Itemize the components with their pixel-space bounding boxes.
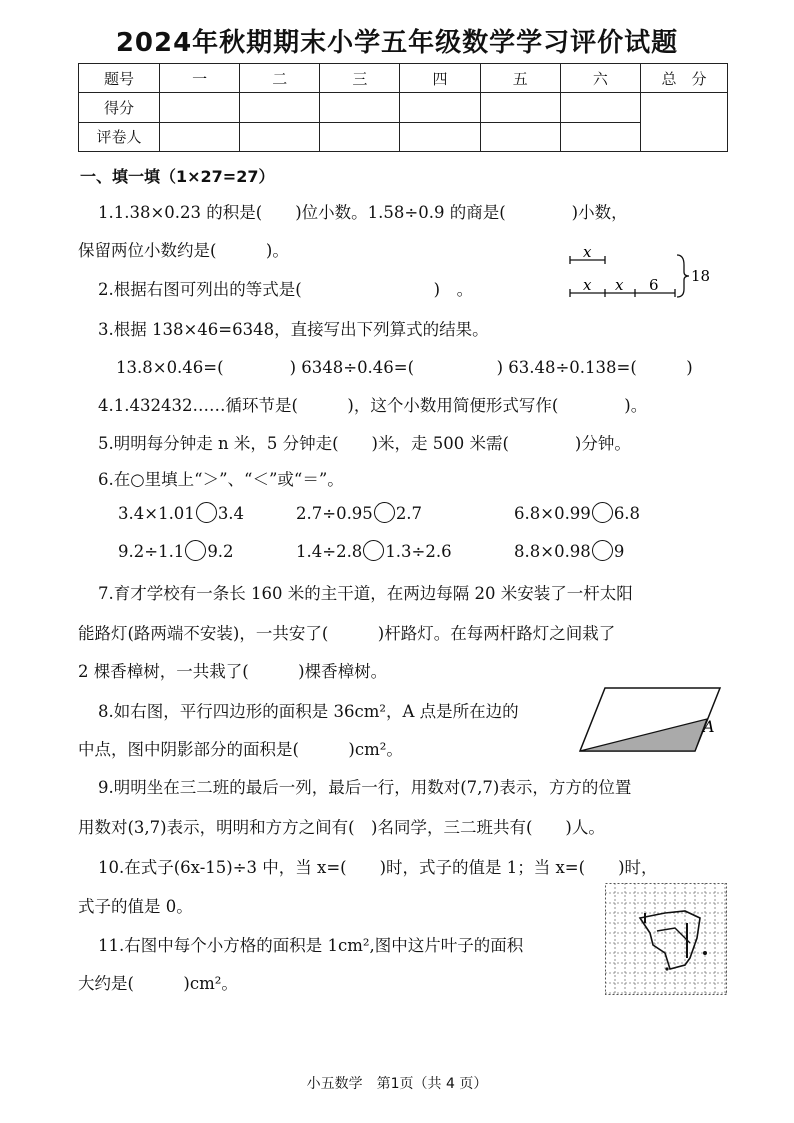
compare-circle[interactable] (592, 502, 613, 523)
question-3-line-1: 3.根据 138×46=6348，直接写出下列算式的结果。 (98, 320, 489, 339)
compare-item (296, 502, 422, 523)
score-cell[interactable] (480, 93, 560, 122)
question-5: 5.明明每分钟走 n 米，5 分钟走( )米，走 500 米需( )分钟。 (98, 434, 631, 453)
question-1-line-2: 保留两位小数约是( )。 (78, 241, 289, 260)
score-cell[interactable] (400, 93, 480, 122)
q2-seg-label: x (583, 276, 592, 294)
row-label: 得分 (79, 93, 160, 122)
score-cell[interactable] (560, 93, 640, 122)
score-table-header-row (79, 64, 728, 93)
q2-top-label: x (583, 243, 592, 261)
question-6-intro: 6.在○里填上“＞”、“＜”或“＝”。 (98, 470, 344, 489)
compare-left: 6.8×0.99 (514, 504, 591, 523)
compare-right: 9 (613, 542, 625, 561)
question-10-line-1: 10.在式子(6x-15)÷3 中，当 x=( )时，式子的值是 1；当 x=( )时， (98, 858, 658, 877)
compare-item (296, 540, 452, 561)
question-11-line-2: 大约是( )cm²。 (78, 974, 238, 993)
q2-segment-diagram (565, 245, 715, 303)
question-7-line-2: 能路灯(路两端不安装)，一共安了( )杆路灯。在每两杆路灯之间栽了 (78, 624, 616, 643)
compare-circle[interactable] (196, 502, 217, 523)
compare-circle[interactable] (363, 540, 384, 561)
row-label: 评卷人 (79, 122, 160, 151)
compare-left: 9.2÷1.1 (118, 542, 185, 561)
q2-seg-label: x (615, 276, 624, 294)
total-score-cell[interactable] (641, 93, 728, 152)
exam-title: 2024年秋期期末小学五年级数学学习评价试题 (115, 28, 679, 58)
grader-cell[interactable] (560, 122, 640, 151)
question-7-line-3: 2 棵香樟树，一共栽了( )棵香樟树。 (78, 662, 388, 681)
q2-seg-label: 6 (649, 276, 659, 294)
compare-right: 1.3÷2.6 (385, 542, 452, 561)
page-footer: 小五数学 第1页（共 4 页） (306, 1076, 488, 1092)
score-table (78, 63, 728, 152)
compare-circle[interactable] (374, 502, 395, 523)
question-11-line-1: 11.右图中每个小方格的面积是 1cm²,图中这片叶子的面积 (98, 936, 524, 955)
compare-item (514, 502, 640, 523)
header-cell: 总 分 (641, 64, 728, 93)
question-9-line-2: 用数对(3,7)表示，明明和方方之间有( )名同学，三二班共有( )人。 (78, 818, 605, 837)
header-cell: 三 (320, 64, 400, 93)
grader-row (79, 122, 728, 151)
header-cell: 六 (560, 64, 640, 93)
grader-cell[interactable] (400, 122, 480, 151)
compare-right: 6.8 (613, 504, 641, 523)
compare-right: 2.7 (395, 504, 423, 523)
q11-grid-leaf-figure (605, 883, 727, 995)
q8-parallelogram-figure (575, 683, 725, 755)
question-8-line-2: 中点，图中阴影部分的面积是( )cm²。 (78, 740, 403, 759)
question-7-line-1: 7.育才学校有一条长 160 米的主干道，在两边每隔 20 米安装了一杆太阳 (98, 584, 633, 603)
question-8-line-1: 8.如右图，平行四边形的面积是 36cm²，A 点是所在边的 (98, 702, 519, 721)
question-9-line-1: 9.明明坐在三二班的最后一列，最后一行，用数对(7,7)表示，方方的位置 (98, 778, 632, 797)
header-cell: 四 (400, 64, 480, 93)
compare-left: 1.4÷2.8 (296, 542, 363, 561)
score-cell[interactable] (160, 93, 240, 122)
header-cell: 五 (480, 64, 560, 93)
question-4: 4.1.432432……循环节是( )，这个小数用简便形式写作( )。 (98, 396, 648, 415)
grader-cell[interactable] (480, 122, 560, 151)
grader-cell[interactable] (160, 122, 240, 151)
compare-left: 8.8×0.98 (514, 542, 591, 561)
score-cell[interactable] (240, 93, 320, 122)
grader-cell[interactable] (240, 122, 320, 151)
question-10-line-2: 式子的值是 0。 (78, 897, 193, 916)
question-1-line-1: 1.1.38×0.23 的积是( )位小数。1.58÷0.9 的商是( )小数， (98, 203, 628, 222)
compare-right: 9.2 (207, 542, 234, 561)
compare-circle[interactable] (592, 540, 613, 561)
compare-left: 3.4×1.01 (118, 504, 195, 523)
compare-item (118, 540, 234, 561)
question-2: 2.根据右图可列出的等式是( ) 。 (98, 280, 474, 299)
score-row (79, 93, 728, 122)
question-3-line-2: 13.8×0.46=( ) 6348÷0.46=( ) 63.48÷0.138=( ) (116, 358, 693, 377)
compare-item (118, 502, 244, 523)
compare-right: 3.4 (217, 504, 245, 523)
score-cell[interactable] (320, 93, 400, 122)
compare-left: 2.7÷0.95 (296, 504, 373, 523)
q2-total-label: 18 (691, 267, 711, 285)
compare-item (514, 540, 624, 561)
header-cell: 题号 (79, 64, 160, 93)
compare-circle[interactable] (185, 540, 206, 561)
header-cell: 二 (240, 64, 320, 93)
section-heading: 一、填一填（1×27=27） (80, 167, 275, 186)
q8-point-a-label: A (703, 717, 715, 736)
grader-cell[interactable] (320, 122, 400, 151)
header-cell: 一 (160, 64, 240, 93)
